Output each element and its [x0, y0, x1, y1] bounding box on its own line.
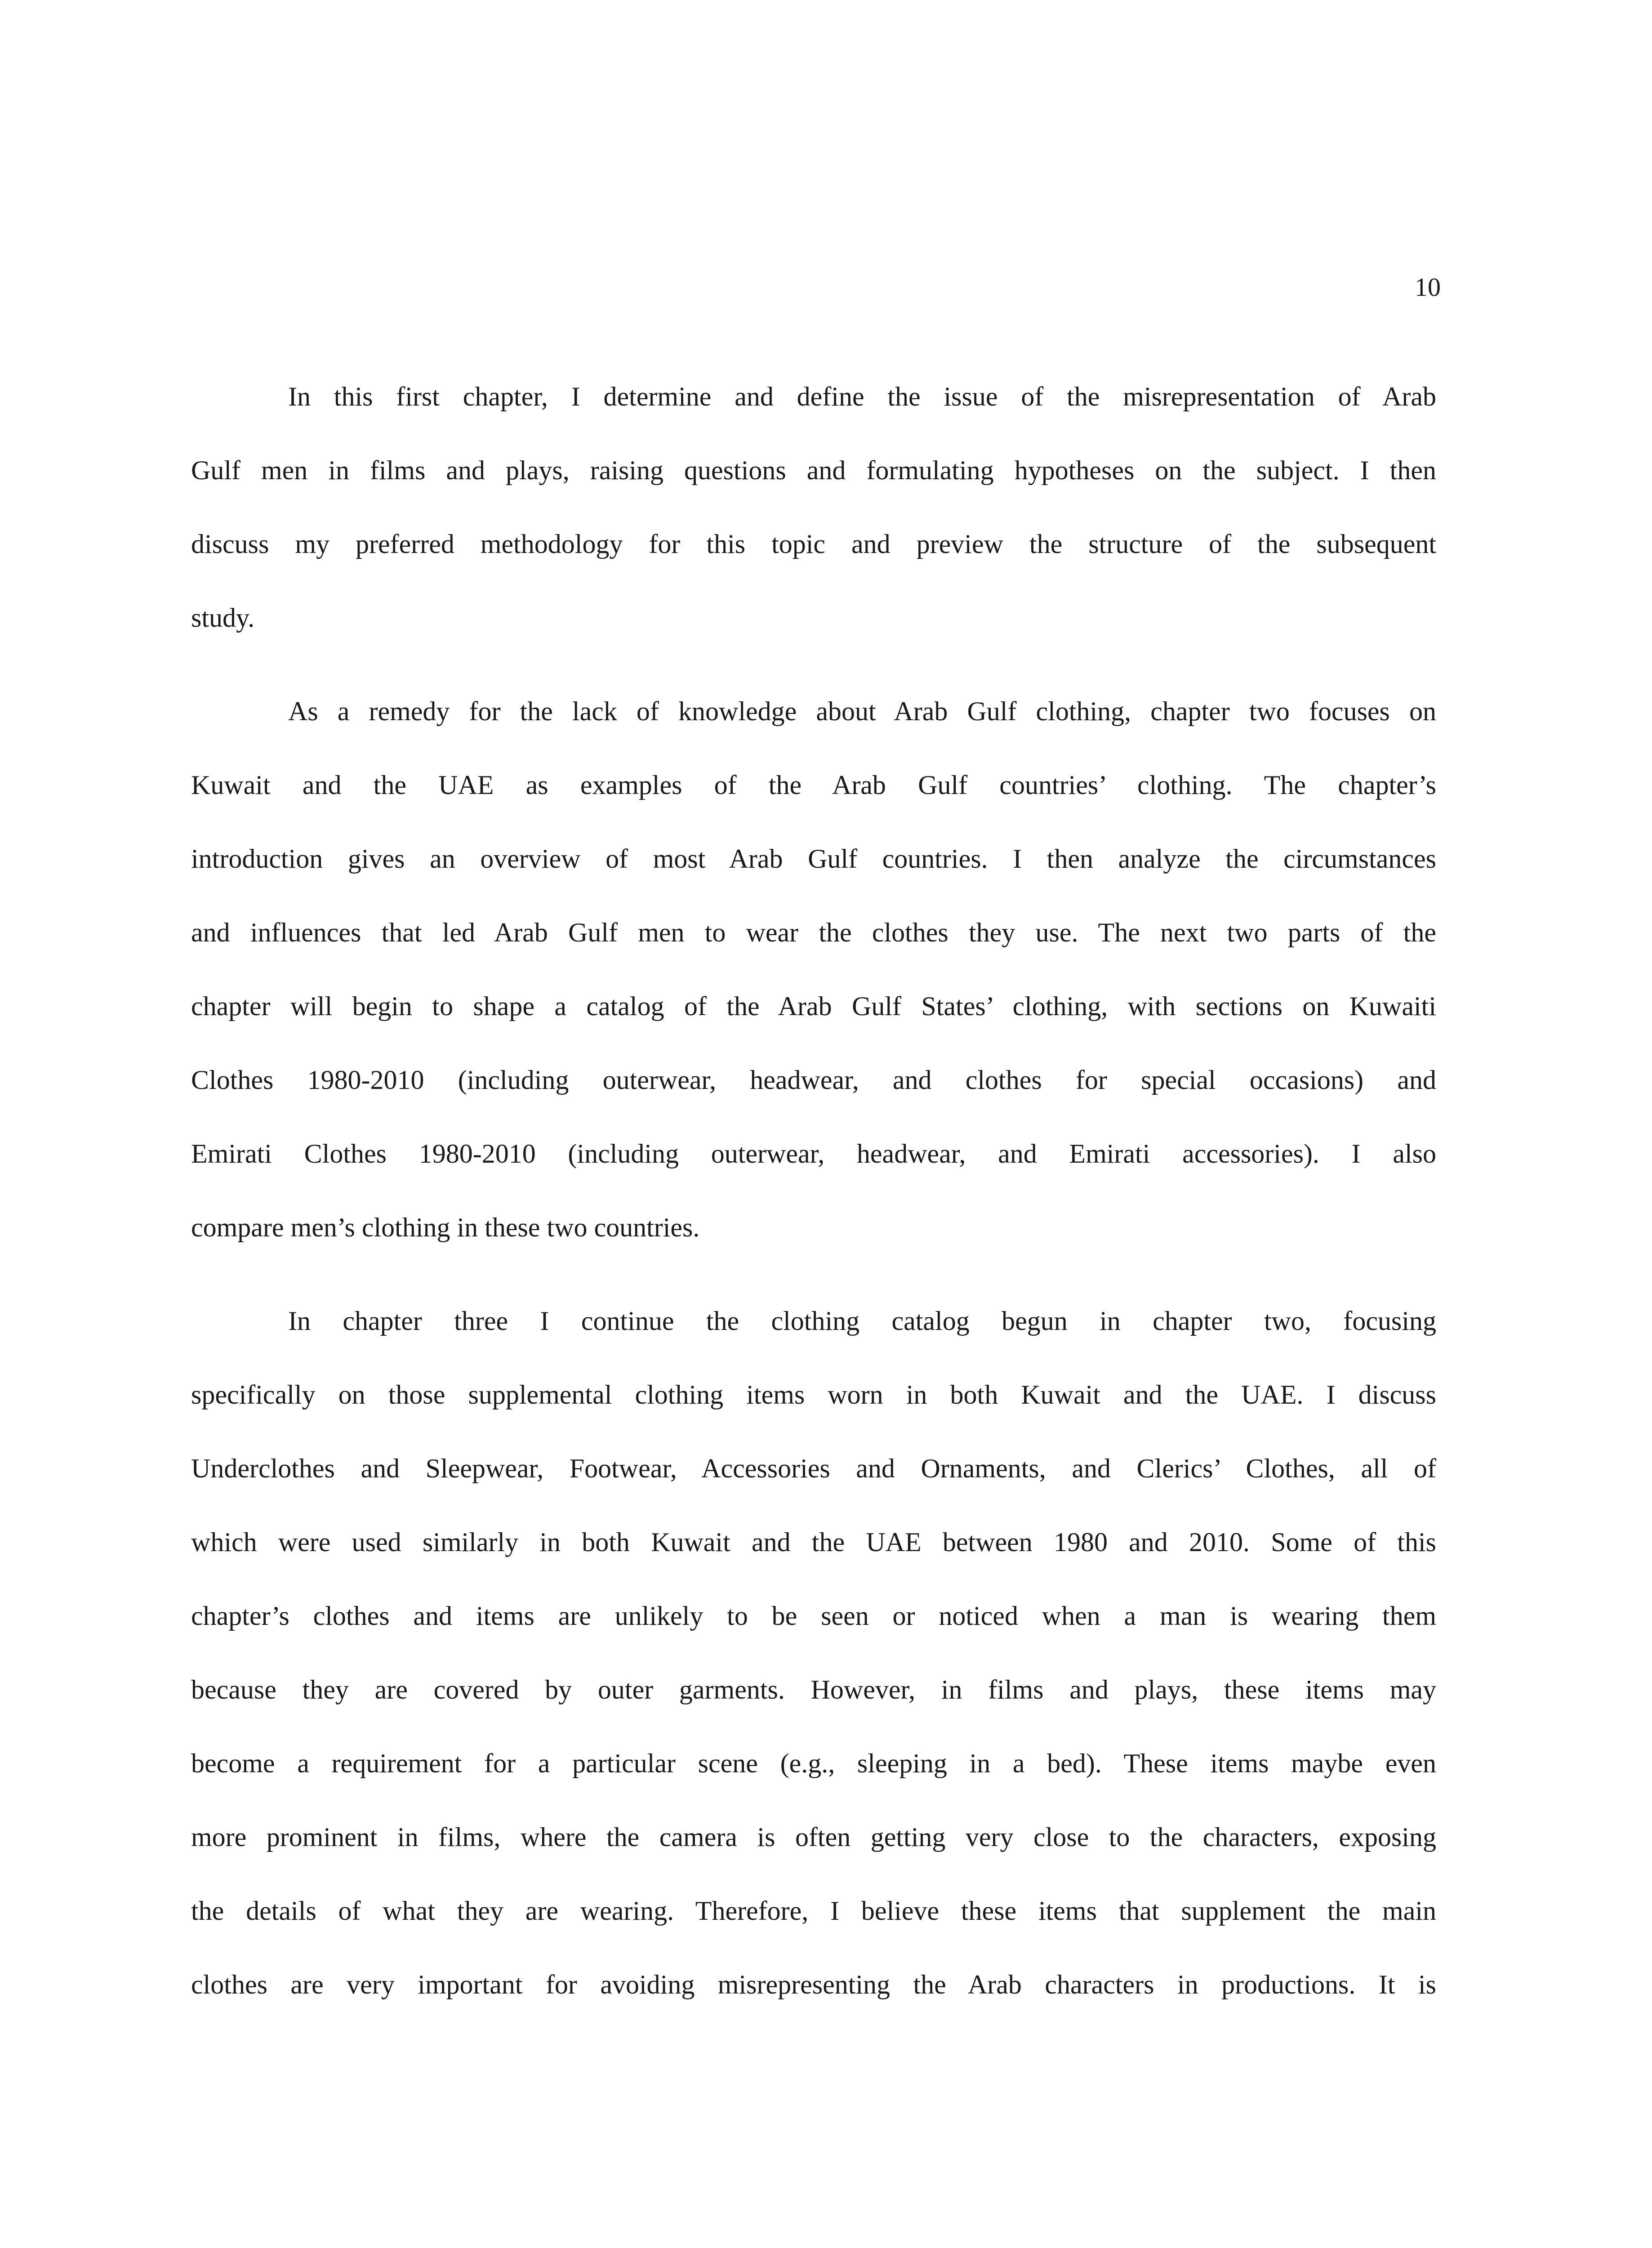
text-line: chapter’s clothes and items are unlikely to be seen or noticed when a man is wearing them [191, 1601, 1436, 1631]
paragraph-intro [191, 360, 1436, 655]
text-line: In chapter three I continue the clothing catalog begun in chapter two, focusing [288, 1306, 1436, 1336]
paragraph-chapter-two [191, 674, 1436, 1264]
paragraph-chapter-three [191, 1284, 1436, 2021]
text-line: chapter will begin to shape a catalog of the Arab Gulf States’ clothing, with sections on Kuwaiti [191, 991, 1436, 1021]
text-line: introduction gives an overview of most Arab Gulf countries. I then analyze the circumstances [191, 844, 1436, 874]
text-line: Gulf men in films and plays, raising questions and formulating hypotheses on the subject. I then [191, 455, 1436, 485]
text-line: specifically on those supplemental clothing items worn in both Kuwait and the UAE. I discuss [191, 1380, 1436, 1409]
text-line: because they are covered by outer garments. However, in films and plays, these items may [191, 1675, 1436, 1704]
text-line: Clothes 1980-2010 (including outerwear, headwear, and clothes for special occasions) and [191, 1065, 1436, 1095]
text-line: Emirati Clothes 1980-2010 (including outerwear, headwear, and Emirati accessories). I also [191, 1139, 1436, 1169]
page-number: 10 [1415, 272, 1441, 302]
text-line: discuss my preferred methodology for this topic and preview the structure of the subsequent [191, 529, 1436, 559]
body-text [191, 360, 1436, 2041]
text-line: Kuwait and the UAE as examples of the Arab Gulf countries’ clothing. The chapter’s [191, 770, 1436, 800]
text-line: study. [191, 603, 255, 633]
text-line: In this first chapter, I determine and define the issue of the misrepresentation of Arab [288, 382, 1436, 411]
text-line: and influences that led Arab Gulf men to wear the clothes they use. The next two parts of the [191, 918, 1436, 947]
text-line: clothes are very important for avoiding misrepresenting the Arab characters in productions. It is [191, 1970, 1436, 1999]
text-line: As a remedy for the lack of knowledge about Arab Gulf clothing, chapter two focuses on [288, 696, 1436, 726]
text-line: become a requirement for a particular scene (e.g., sleeping in a bed). These items maybe even [191, 1748, 1436, 1778]
text-line: Underclothes and Sleepwear, Footwear, Accessories and Ornaments, and Clerics’ Clothes, all of [191, 1454, 1436, 1483]
text-line: the details of what they are wearing. Therefore, I believe these items that supplement the main [191, 1896, 1436, 1926]
text-line: which were used similarly in both Kuwait and the UAE between 1980 and 2010. Some of this [191, 1527, 1436, 1557]
text-line: more prominent in films, where the camera is often getting very close to the characters, exposing [191, 1822, 1436, 1852]
text-line: compare men’s clothing in these two countries. [191, 1213, 700, 1242]
